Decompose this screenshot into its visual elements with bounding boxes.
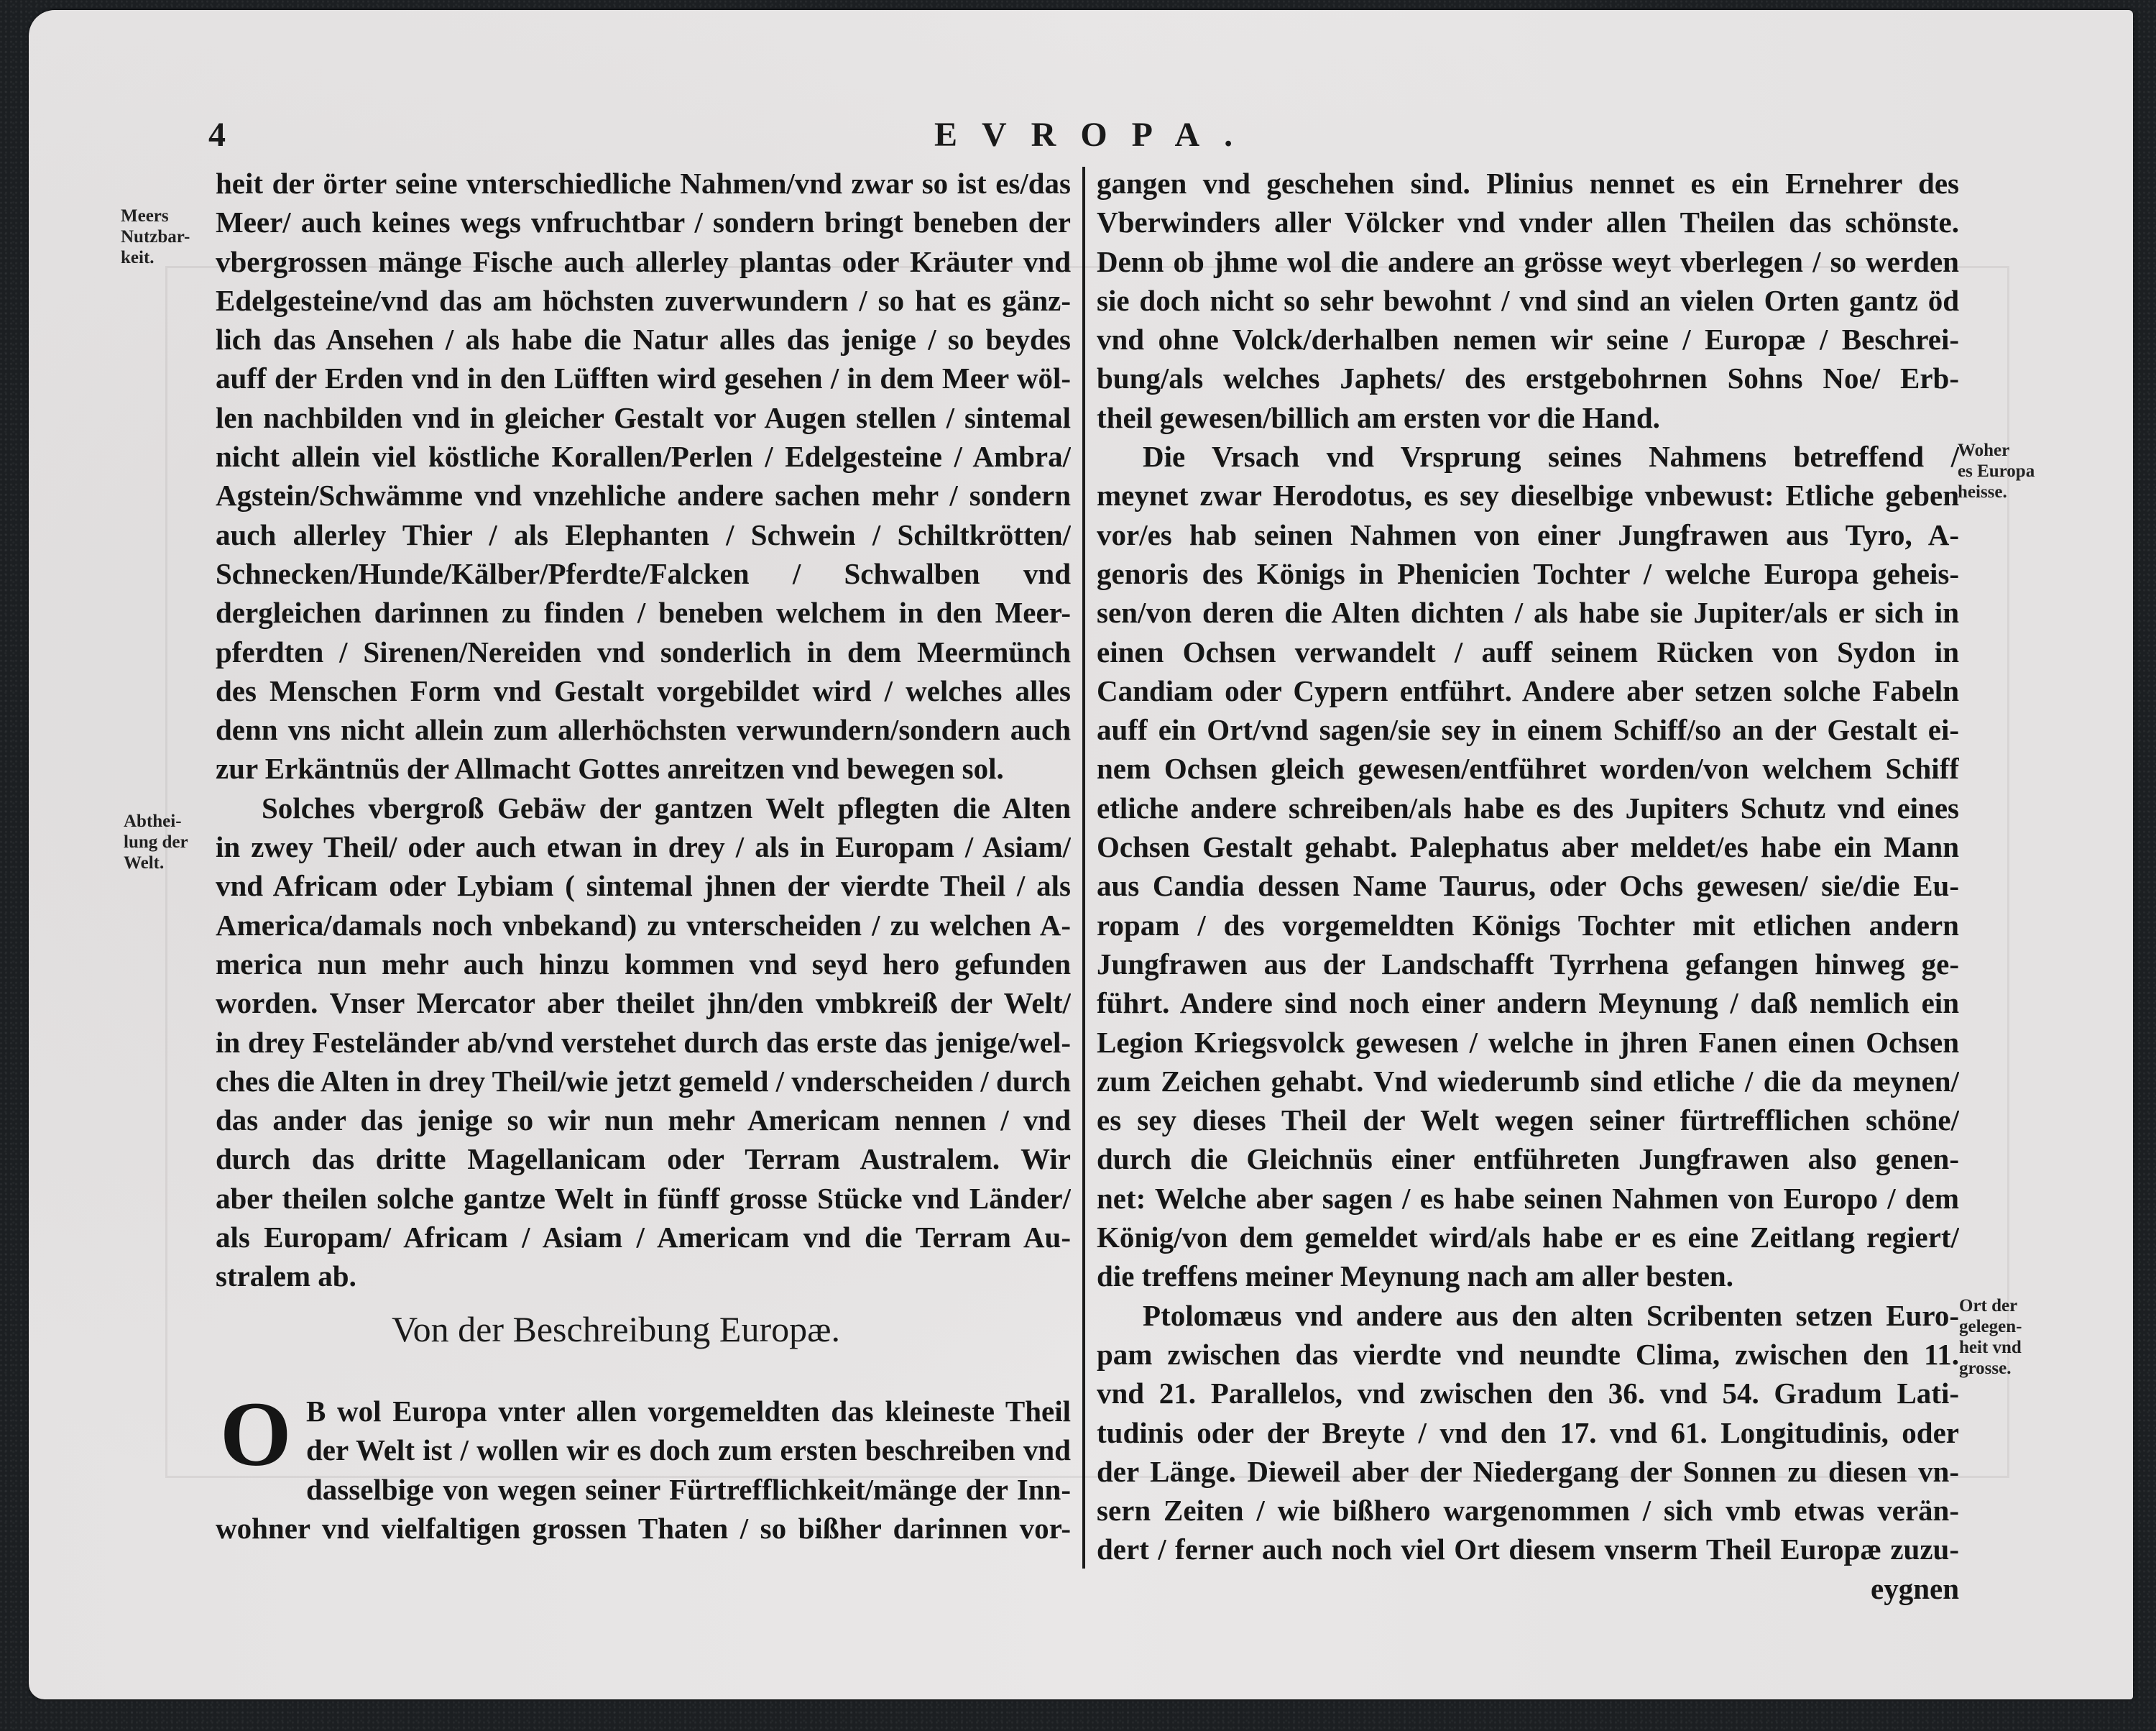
text-line: pam zwischen das vierdte vnd neundte Clima, zwischen den 11. [1097,1337,1959,1371]
text-line: tudinis oder der Breyte / vnd den 17. vnd 61. Longitudinis, oder [1097,1415,1959,1449]
text-line: es sey dieses Theil der Welt wegen seiner fürtrefflichen schöne/ [1097,1103,1959,1137]
text-line: die treffens meiner Meynung nach am aller besten. [1097,1259,1733,1293]
text-line: Die Vrsach vnd Vrsprung seines Nahmens betreffend / [1143,440,1959,474]
column-divider [1082,167,1085,1569]
margin-note-ort-der-gelegenheit: Ort der gelegen- heit vnd grosse. [1959,1296,2022,1378]
text-line: Meer/ auch keines wegs vnfruchtbar / sondern bringt beneben der [216,206,1071,239]
drop-cap: O [220,1383,292,1485]
text-line: Jungfrawen aus der Landschafft Tyrrhena gefangen hinweg ge- [1097,947,1959,981]
text-line: sen/von deren die Alten dichten / als habe sie Jupiter/als er sich in [1097,596,1959,630]
text-line: Solches vbergroß Gebäw der gantzen Welt pflegten die Alten [262,791,1071,825]
margin-note-meers-nutzbarkeit: Meers Nutzbar- keit. [121,206,190,267]
text-line: vnd 21. Parallelos, vnd zwischen den 36. vnd 54. Gradum Lati- [1097,1377,1959,1410]
text-line: der Länge. Dieweil aber der Niedergang der Sonnen zu diesen vn- [1097,1454,1959,1488]
text-line: Legion Kriegsvolck gewesen / welche in jhren Fanen einen Ochsen [1097,1025,1959,1059]
text-line: dert / ferner auch noch viel Ort diesem vnserm Theil Europæ zuzu- [1097,1533,1959,1566]
text-line: aus Candia dessen Name Taurus, oder Ochs gewesen/ sie/die Eu- [1097,869,1959,903]
text-line: als Europam/ Africam / Asiam / Americam vnd die Terram Au- [216,1221,1071,1254]
section-heading: Von der Beschreibung Europæ. [392,1309,840,1349]
text-line: vbergrossen mänge Fische auch allerley plantas oder Kräuter vnd [216,244,1071,278]
text-line: in zwey Theil/ oder auch etwan in drey / als in Europam / Asiam/ [216,830,1071,864]
text-line: dasselbige von wegen seiner Fürtrefflichkeit/mänge der Inn- [306,1472,1071,1506]
margin-note-woher-es-europa-heisse: Woher es Europa heisse. [1958,441,2035,502]
text-line: einen Ochsen verwandelt / auff seinem Rücken von Sydon in [1097,635,1959,669]
page-number: 4 [208,116,226,154]
text-line: gangen vnd geschehen sind. Plinius nennet es ein Ernehrer des [1097,167,1959,200]
text-line: führt. Andere sind noch einer andern Meynung / daß nemlich ein [1097,986,1959,1020]
text-line: Schnecken/Hunde/Kälber/Pferdte/Falcken / Schwalben vnd [216,556,1071,590]
right-column-text [1097,164,1959,1608]
text-line: merica nun mehr auch hinzu kommen vnd seyd hero gefunden [216,947,1071,981]
text-line: worden. Vnser Mercator aber theilet jhn/den vmbkreiß der Welt/ [216,986,1071,1020]
text-line: vor/es hab seinen Nahmen von einer Jungfrawen aus Tyro, A- [1097,518,1959,551]
text-line: theil gewesen/billich am ersten vor die Hand. [1097,400,1660,434]
text-line: des Menschen Form vnd Gestalt vorgebildet wird / welches alles [216,674,1071,707]
text-line: König/von dem gemeldet wird/als habe er es eine Zeitlang regiert/ [1097,1221,1959,1254]
text-line: der Welt ist / wollen wir es doch zum ersten beschreiben vnd [306,1433,1071,1467]
text-line: vnd Africam oder Lybiam ( sintemal jhnen der vierdte Theil / als [216,869,1071,903]
text-line: ches die Alten in drey Theil/wie jetzt gemeld / vnderscheiden / durch [216,1064,1071,1098]
text-line: auff ein Ort/vnd sagen/sie sey in einem Schiff/so an der Gestalt ei- [1097,713,1959,747]
text-line: zur Erkäntnüs der Allmacht Gottes anreitzen vnd bewegen sol. [216,752,1004,786]
text-line: meynet zwar Herodotus, es sey dieselbige vnbewust: Etliche geben [1097,479,1959,513]
margin-note-abtheilung-der-welt: Abthei- lung der Welt. [124,812,188,873]
text-line: durch die Gleichnüs einer entführeten Jungfrawen also genen- [1097,1142,1959,1176]
text-line: wohner vnd vielfaltigen grossen Thaten / so bißher darinnen vor- [216,1511,1071,1545]
text-line: lich das Ansehen / als habe die Natur alles das jenige / so beydes [216,323,1071,357]
text-line: B wol Europa vnter allen vorgemeldten das kleineste Theil [306,1395,1071,1428]
text-line: bung/als welches Japhets/ des erstgebohrnen Sohns Noe/ Erb- [1097,362,1959,395]
text-line: durch das dritte Magellanicam oder Terram Australem. Wir [216,1142,1071,1176]
text-line: sern Zeiten / wie bißhero wargenommen / sich vmb etwas verän- [1097,1494,1959,1528]
text-line: sie doch nicht so sehr bewohnt / vnd sind an vielen Orten gantz öd [1097,283,1959,317]
text-line: denn vns nicht allein zum allerhöchsten verwundern/sondern auch [216,713,1071,747]
text-line: Vberwinders aller Völcker vnd vnder allen Theilen das schönste. [1097,206,1959,239]
text-line: nem Ochsen gleich gewesen/entführet worden/von welchem Schiff [1097,752,1959,786]
text-line: Agstein/Schwämme vnd vnzehliche andere sachen mehr / sondern [216,479,1071,513]
text-line: America/damals noch vnbekand) zu vnterscheiden / zu welchen A- [216,908,1071,942]
text-line: heit der örter seine vnterschiedliche Nahmen/vnd zwar so ist es/das [216,167,1071,200]
text-line: auff der Erden vnd in den Lüfften wird gesehen / in dem Meer wöl- [216,362,1071,395]
text-line: das ander das jenige so wir nun mehr Americam nennen / vnd [216,1103,1071,1137]
text-line: stralem ab. [216,1259,356,1293]
text-line: genoris des Königs in Phenicien Tochter / welche Europa geheis- [1097,556,1959,590]
text-line: Edelgesteine/vnd das am höchsten zuverwundern / so hat es gänz- [216,283,1071,317]
running-head: EVROPA. [934,116,1258,154]
text-line: ropam / des vorgemeldten Königs Tochter mit etlichen andern [1097,908,1959,942]
left-column-paragraph-2 [216,1383,1071,1548]
text-line: zum Zeichen gehabt. Vnd wiederumb sind etliche / die da meynen/ [1097,1064,1959,1098]
text-line: etliche andere schreiben/als habe es des Jupiters Schutz vnd eines [1097,791,1959,825]
text-line: Ochsen Gestalt gehabt. Palephatus aber meldet/es habe ein Mann [1097,830,1959,864]
left-column-text [216,164,1071,1296]
text-line: aber theilen solche gantze Welt in fünff grosse Stücke vnd Länder/ [216,1181,1071,1215]
text-line: pferdten / Sirenen/Nereiden vnd sonderlich in dem Meermünch [216,635,1071,669]
text-line: nicht allein viel köstliche Korallen/Perlen / Edelgesteine / Ambra/ [216,440,1071,474]
text-line: net: Welche aber sagen / es habe seinen Nahmen von Europo / dem [1097,1181,1959,1215]
text-line: dergleichen darinnen zu finden / beneben welchem in den Meer- [216,596,1071,630]
text-line: in drey Festeländer ab/vnd verstehet durch das erste das jenige/wel- [216,1025,1071,1059]
catchword: eygnen [1871,1571,1959,1605]
text-line: auch allerley Thier / als Elephanten / Schwein / Schiltkrötten/ [216,518,1071,551]
text-line: len nachbilden vnd in gleicher Gestalt vor Augen stellen / sintemal [216,400,1071,434]
text-line: Candiam oder Cypern entführt. Andere aber setzen solche Fabeln [1097,674,1959,707]
text-line: vnd ohne Volck/derhalben nemen wir seine / Europæ / Beschrei- [1097,323,1959,357]
text-line: Denn ob jhme wol die andere an grösse weyt vberlegen / so werden [1097,244,1959,278]
text-line: Ptolomæus vnd andere aus den alten Scribenten setzen Euro- [1143,1298,1959,1332]
